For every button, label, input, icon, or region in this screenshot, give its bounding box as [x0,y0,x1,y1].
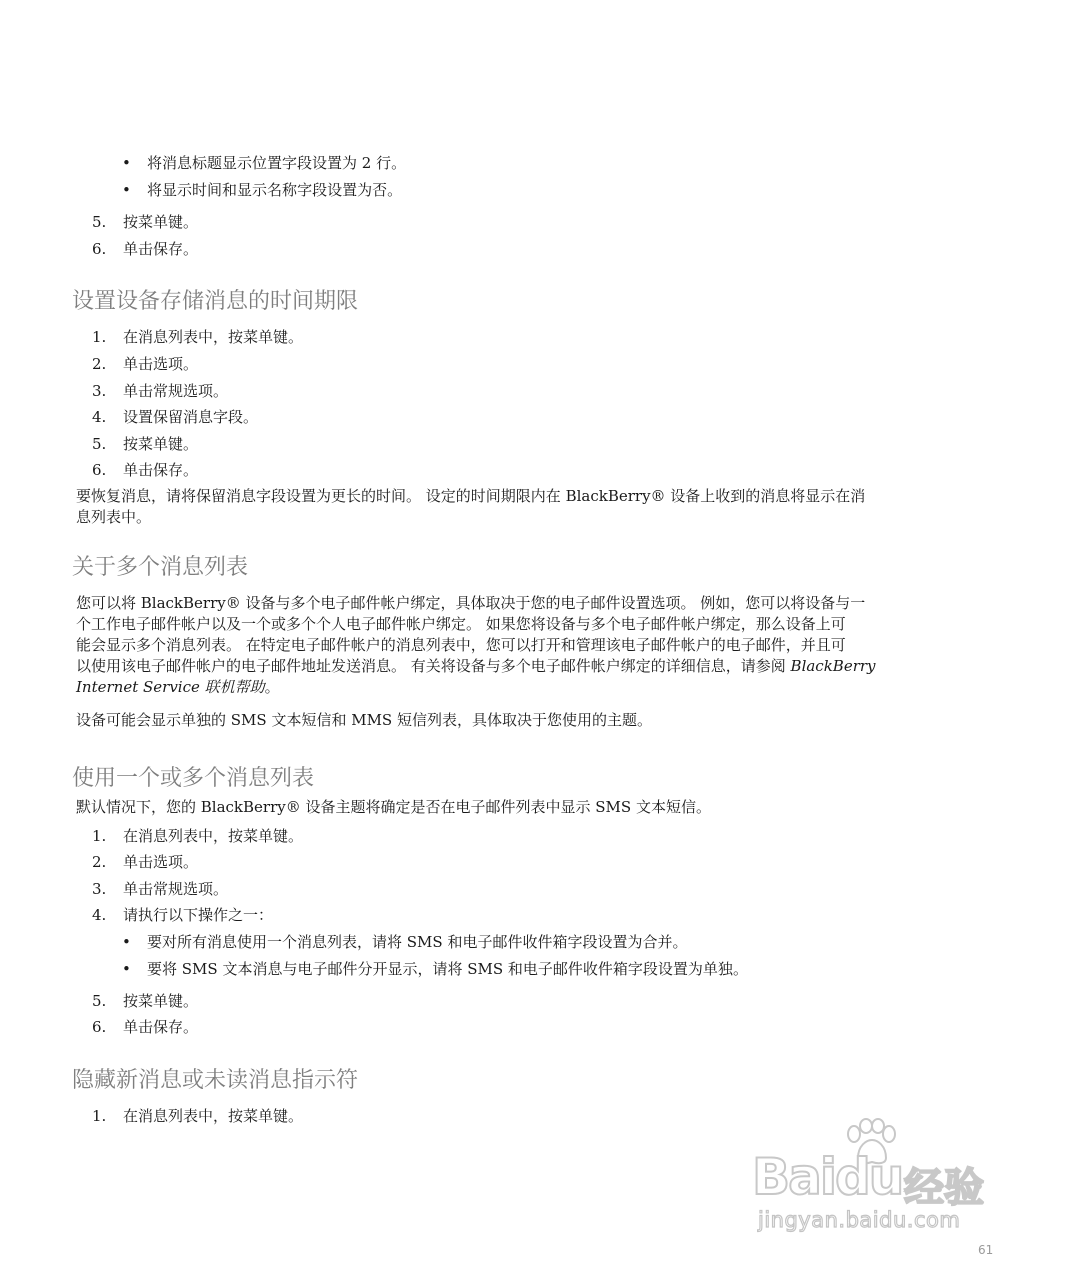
italic-link-text: BlackBerry [790,657,876,675]
body-paragraph: 设备可能会显示单独的 SMS 文本短信和 MMS 短信列表，具体取决于您使用的主题。 [76,711,652,729]
bullet-text: 要对所有消息使用一个消息列表，请将 SMS 和电子邮件收件箱字段设置为合并。 [147,933,688,951]
step-item: 3. 单击常规选项。 [92,382,229,400]
step-item: 4. 设置保留消息字段。 [92,408,259,426]
bullet-dot: • [122,154,131,172]
step-item: 5. 按菜单键。 [92,435,199,453]
bullet-dot: • [122,933,131,951]
watermark-url: jingyan.baidu.com [758,1208,961,1232]
bullet-text: 将消息标题显示位置字段设置为 2 行。 [147,154,407,172]
note-paragraph: 要恢复消息，请将保留消息字段设置为更长的时间。 设定的时间期限内在 BlackBerry® 设备上收到的消息将显示在消 息列表中。 [76,487,866,526]
step-item: 1. 在消息列表中，按菜单键。 [92,328,304,346]
step-item: 5. 按菜单键。 [92,992,199,1010]
body-paragraph: 您可以将 BlackBerry® 设备与多个电子邮件帐户绑定，具体取决于您的电子邮件设置选项。 例如，您可以将设备与一 个工作电子邮件帐户以及一个或多个个人电子邮件帐户绑定。 如果您将设备与多个电子邮件帐户绑定，那么设备上可 能会显示多个消息列表。 在特定电子邮件帐户的消息列表中，您可以打开和管理该电子邮件帐户的电子邮件，并且可 以使用该电子邮件帐户的电子邮件地址发送消息。 有关将设备与多个电子邮件帐户绑定的详细信息，请参阅 BlackBerry Internet Service 联机帮助。 [76,594,876,696]
baidu-jingyan-watermark [752,1118,1002,1236]
section-heading: 隐藏新消息或未读消息指示符 [72,1068,359,1093]
page-number: 61 [978,1243,994,1257]
bullet-item [122,178,1002,202]
bullet-dot: • [122,960,131,978]
step-item: 2. 单击选项。 [92,355,199,373]
step-item: 1. 在消息列表中，按菜单键。 [92,1107,304,1125]
bullet-text: 要将 SMS 文本消息与电子邮件分开显示，请将 SMS 和电子邮件收件箱字段设置为单独。 [147,960,748,978]
step-item: 5. 按菜单键。 [92,213,199,231]
step-item: 1. 在消息列表中，按菜单键。 [92,827,304,845]
step-item: 6. 单击保存。 [92,240,199,258]
bullet-text: 将显示时间和显示名称字段设置为否。 [147,181,403,199]
watermark-brand-cn: 经验 [904,1165,984,1211]
step-item: 3. 单击常规选项。 [92,880,229,898]
step-item: 2. 单击选项。 [92,853,199,871]
step-item: 6. 单击保存。 [92,461,199,479]
bullet-dot: • [122,181,131,199]
section-heading: 关于多个消息列表 [72,555,249,580]
section-heading: 使用一个或多个消息列表 [72,766,315,791]
bullet-item [122,930,1002,954]
bullet-item [122,957,1002,981]
section-heading: 设置设备存储消息的时间期限 [72,289,359,314]
step-item: 6. 单击保存。 [92,1018,199,1036]
step-item: 4. 请执行以下操作之一： [92,906,274,924]
bullet-item [122,151,1002,175]
watermark-brand: Baidu [752,1148,903,1206]
intro-paragraph: 默认情况下，您的 BlackBerry® 设备主题将确定是否在电子邮件列表中显示 SMS 文本短信。 [76,798,711,816]
italic-link-text: Internet Service 联机帮助 [76,678,265,696]
